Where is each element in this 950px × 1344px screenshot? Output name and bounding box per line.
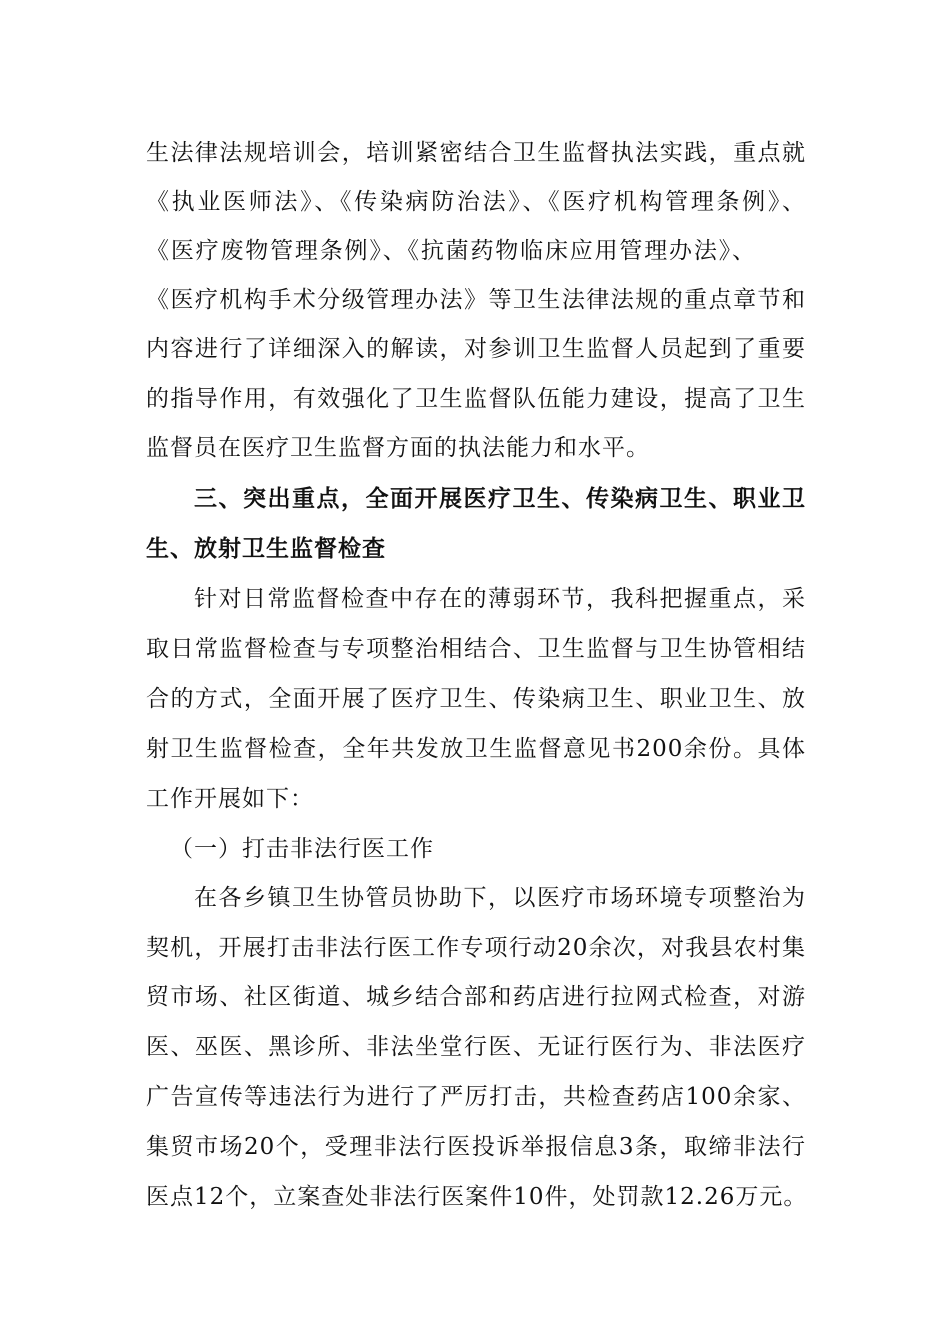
paragraph-2-line-5: 工作开展如下： bbox=[146, 786, 314, 812]
section-heading-line-2: 生、放射卫生监督检查 bbox=[146, 536, 386, 562]
paragraph-1-line-1: 生法律法规培训会，培训紧密结合卫生监督执法实践，重点就 bbox=[146, 140, 806, 166]
paragraph-1-line-6: 的指导作用，有效强化了卫生监督队伍能力建设，提高了卫生 bbox=[146, 386, 806, 412]
paragraph-3-line-5: 广告宣传等违法行为进行了严厉打击，共检查药店100余家、 bbox=[146, 1084, 806, 1110]
paragraph-2-line-3: 合的方式，全面开展了医疗卫生、传染病卫生、职业卫生、放 bbox=[146, 686, 806, 712]
paragraph-3-line-6: 集贸市场20个，受理非法行医投诉举报信息3条，取缔非法行 bbox=[146, 1134, 806, 1160]
subheading: （一）打击非法行医工作 bbox=[170, 836, 434, 862]
paragraph-2-line-1: 针对日常监督检查中存在的薄弱环节，我科把握重点，采 bbox=[194, 586, 806, 612]
section-heading-line-1: 三、突出重点，全面开展医疗卫生、传染病卫生、职业卫 bbox=[194, 486, 806, 512]
paragraph-3-line-7: 医点12个，立案查处非法行医案件10件，处罚款12.26万元。 bbox=[146, 1184, 808, 1210]
paragraph-1-line-7: 监督员在医疗卫生监督方面的执法能力和水平。 bbox=[146, 435, 650, 461]
paragraph-2-line-2: 取日常监督检查与专项整治相结合、卫生监督与卫生协管相结 bbox=[146, 636, 806, 662]
paragraph-1-line-4: 《医疗机构手术分级管理办法》等卫生法律法规的重点章节和 bbox=[146, 287, 806, 313]
paragraph-1-line-5: 内容进行了详细深入的解读，对参训卫生监督人员起到了重要 bbox=[146, 336, 806, 362]
paragraph-3-line-4: 医、巫医、黑诊所、非法坐堂行医、无证行医行为、非法医疗 bbox=[146, 1034, 806, 1060]
paragraph-1-line-2: 《执业医师法》、《传染病防治法》、《医疗机构管理条例》、 bbox=[146, 189, 806, 215]
paragraph-3-line-1: 在各乡镇卫生协管员协助下，以医疗市场环境专项整治为 bbox=[194, 885, 806, 911]
paragraph-2-line-4: 射卫生监督检查，全年共发放卫生监督意见书200余份。具体 bbox=[146, 736, 806, 762]
paragraph-3-line-2: 契机，开展打击非法行医工作专项行动20余次，对我县农村集 bbox=[146, 935, 806, 961]
paragraph-3-line-3: 贸市场、社区街道、城乡结合部和药店进行拉网式检查，对游 bbox=[146, 984, 806, 1010]
paragraph-1-line-3: 《医疗废物管理条例》、《抗菌药物临床应用管理办法》、 bbox=[146, 238, 756, 264]
